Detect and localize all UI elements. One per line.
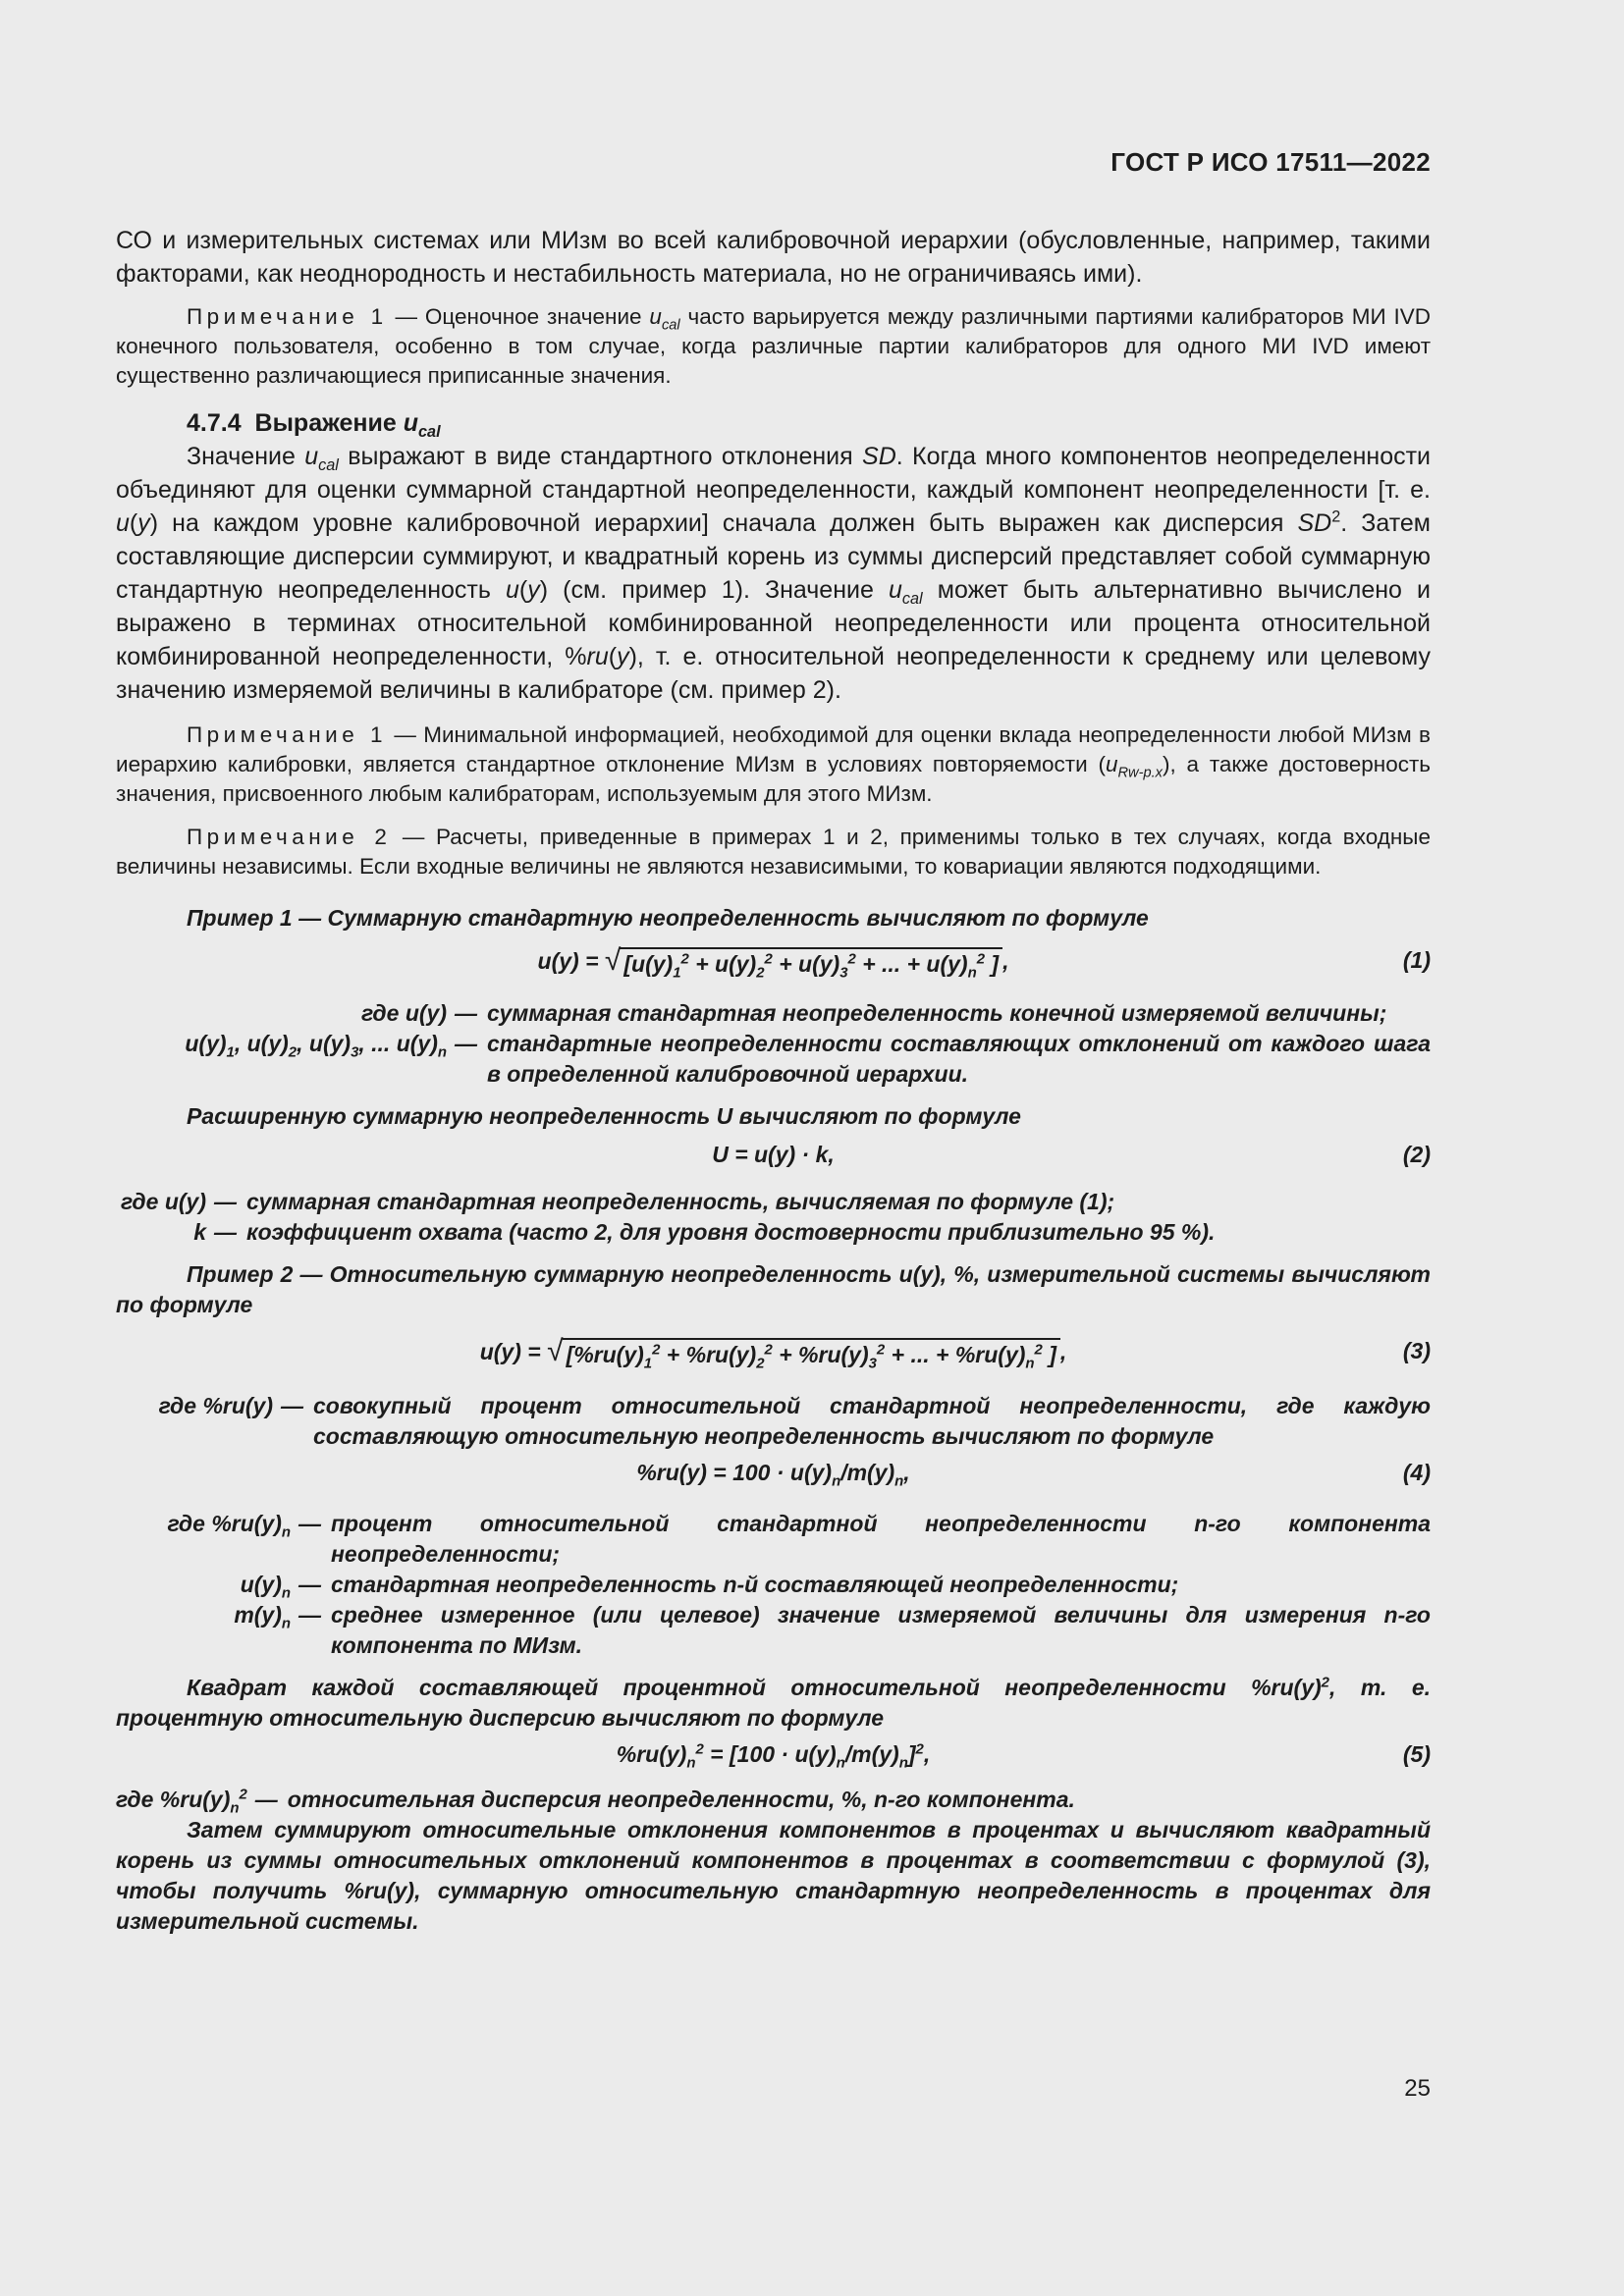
note-minimal-information: Примечание 1 — Минимальной информацией, необходимой для оценки вклада неопределенности любой МИзм в иерархию калибровки, является стандартное отклонение МИзм в условиях повторяемости $(u_{Rw-p.x})$, а также достоверность значения, присвоенного любым калибраторам, используемым для этого МИзм. (116, 722, 1432, 806)
where-row: $m(y)_n$ — среднее измеренное (или целевое) значение измеряемой величины для измерения n-го компонента по МИзм. (234, 1602, 1431, 1658)
formula-1-number: (1) (1402, 947, 1431, 973)
where-row: k — коэффициент охвата (часто 2, для уровня достоверности приблизительно 95 %). (193, 1219, 1216, 1245)
closing-paragraph: Затем суммируют относительные отклонения компонентов в процентах и вычисляют квадратный корень из суммы относительных отклонений компонентов в процентах в соответствии с формулой (3), чтобы получить %ru(y), суммарную относительную стандартную неопределенность в процентах для измерительной системы. (116, 1817, 1431, 1934)
example-1-where-block (116, 998, 1431, 1090)
example-2-where-main: где %ru(y) — совокупный процент относительной стандартной неопределенности, где каждую составляющую относительную неопределенность вычисляют по формуле (158, 1393, 1431, 1449)
note-label: Примечание 1 (187, 304, 388, 329)
formula-4: $\%ru(y) = 100 \cdot u(y)_n/m(y)_n$, (4) (636, 1460, 1431, 1490)
expanded-where-block (116, 1187, 1431, 1248)
where-row: где u(y) — суммарная стандартная неопределенность конечной измеряемой величины; (361, 1000, 1387, 1026)
where-row: $u(y)_n$ — стандартная неопределенность n-й составляющей неопределенности; (240, 1572, 1179, 1602)
formula-4-where-block (116, 1509, 1431, 1661)
example-1-intro: Пример 1 — Суммарную стандартную неопределенность вычисляют по формуле (187, 905, 1149, 931)
page-number: 25 (1404, 2075, 1431, 2102)
note-independence: Примечание 2 — Расчеты, приведенные в примерах 1 и 2, применимы только в тех случаях, когда входные величины независимы. Если входные величины не являются независимыми, то ковариации являются подходящими. (116, 825, 1431, 879)
intro-continuation: СО и измерительных системах или МИзм во всей калибровочной иерархии (обусловленные, например, такими факторами, как неоднородность и нестабильность материала, но не ограничиваясь ими). (116, 227, 1431, 288)
square-intro: Квадрат каждой составляющей процентной относительной неопределенности $\%ru(y)^2$, т. е. процентную относительную дисперсию вычисляют по формуле (116, 1674, 1431, 1731)
formula-3: u(y) = √ [$\%ru(y)_1^2 + \%ru(y)_2^2 + \%ru(y)_3^2$ + ... + $\%ru(y)_n^2$ ] , (3) (479, 1335, 1431, 1372)
formula-5: $\%ru(y)_n^2 = [100 \cdot u(y)_n/m(y)_n]^2$, (5) (616, 1740, 1431, 1772)
section-paragraph: Значение $u_{cal}$ выражают в виде стандартного отклонения SD. Когда много компонентов неопределенности объединяют для оценки суммарной стандартной неопределенности, каждый компонент неопределенности [т. е. u(y) на каждом уровне калибровочной иерархии] сначала должен быть выражен как дисперсия $SD^2$. Затем составляющие дисперсии суммируют, и квадратный корень из суммы дисперсий представляет собой суммарную стандартную неопределенность u(y) (см. пример 1). Значение $u_{cal}$ может быть альтернативно вычислено и выражено в терминах относительной комбинированной неопределенности или процента относительной комбинированной неопределенности, %ru(y), т. е. относительной неопределенности к среднему или целевому значению измеряемой величины в калибраторе (см. пример 2). (116, 443, 1432, 704)
expanded-intro: Расширенную суммарную неопределенность U вычисляют по формуле (187, 1103, 1021, 1129)
where-row: где $\%ru(y)_n$ — процент относительной стандартной неопределенности n-го компонента неопределенности; (167, 1511, 1431, 1567)
formula-2: U = u(y) · k, (2) (712, 1142, 1431, 1167)
where-row: где u(y) — суммарная стандартная неопределенность, вычисляемая по формуле (1); (121, 1189, 1115, 1214)
example-2-intro: Пример 2 — Относительную суммарную неопределенность u(y), %, измерительной системы вычисляют по формуле (116, 1261, 1431, 1317)
where-row: $u(y)_1$, $u(y)_2$, $u(y)_3$, ... $u(y)_n$ — стандартные неопределенности составляющих отклонений от каждого шага в определенной калибровочной иерархии. (185, 1031, 1431, 1087)
document-header: ГОСТ Р ИСО 17511—2022 (1110, 147, 1431, 177)
note-calibrator-lots: Примечание 1 — Оценочное значение $u_{cal}$ часто варьируется между различными партиями калибраторов МИ IVD конечного пользователя, особенно в том случае, когда различные партии калибраторов для одного МИ IVD имеют существенно различающиеся приписанные значения. (116, 304, 1432, 388)
page-content (116, 224, 1431, 1937)
formula-5-where: где $\%ru(y)_n^2$ — относительная дисперсия неопределенности, %, n-го компонента. (116, 1786, 1075, 1817)
formula-1: u(y) = √ [$u(y)_1^2 + u(y)_2^2 + u(y)_3^2$ + ... + $u(y)_n^2$ ] , (1) (537, 944, 1431, 982)
section-heading: 4.7.4 Выражение $u_{cal}$ (187, 409, 441, 441)
